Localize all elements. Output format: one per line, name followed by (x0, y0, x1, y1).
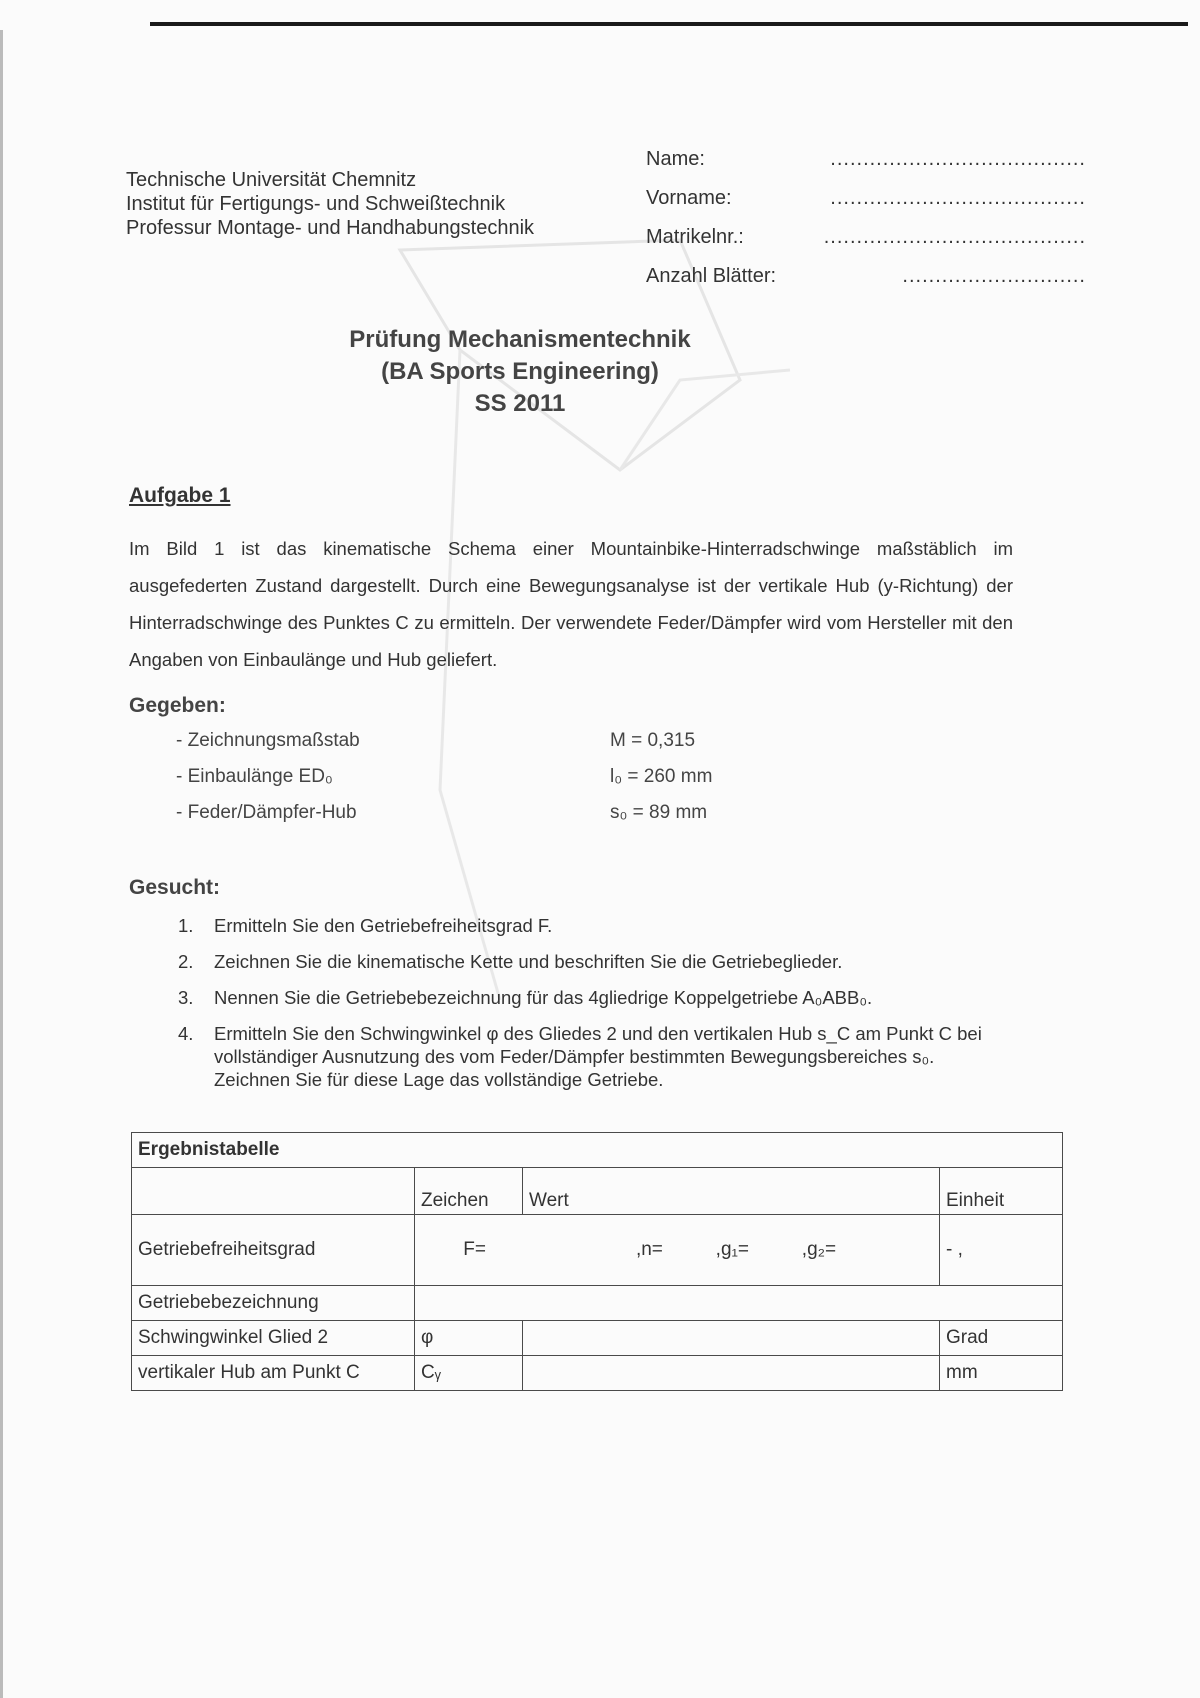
result-table (131, 1132, 1063, 1391)
list-item (176, 986, 996, 1009)
field-dots: ............................ (902, 265, 1086, 287)
list-text: Ermitteln Sie den Getriebefreiheitsgrad F. (214, 915, 553, 936)
institution-line: Professur Montage- und Handhabungstechnik (126, 217, 535, 239)
list-number: 1. (178, 915, 194, 936)
table-row (132, 1356, 1063, 1391)
title-line: SS 2011 (474, 390, 566, 417)
student-fields (646, 148, 1086, 304)
name-field[interactable] (646, 148, 1086, 187)
cell-zeichen: Cᵧ (415, 1356, 523, 1391)
cell-einheit: Grad (940, 1321, 1063, 1356)
field-label: Matrikelnr.: (646, 226, 744, 248)
list-number: 3. (178, 987, 194, 1008)
table-row (132, 1286, 1063, 1321)
institution-block (126, 168, 534, 240)
field-label: Vorname: (646, 187, 732, 209)
anzahl-blaetter-field[interactable] (646, 265, 1086, 304)
list-item (176, 1022, 996, 1091)
given-label: - Zeichnungsmaßstab (176, 730, 360, 751)
header-wert: Wert (523, 1168, 940, 1215)
institution-line: Technische Universität Chemnitz (126, 169, 417, 191)
task-heading: Aufgabe 1 (129, 484, 231, 507)
title-line: (BA Sports Engineering) (381, 358, 659, 385)
matrikelnr-field[interactable] (646, 226, 1086, 265)
row-label: Schwingwinkel Glied 2 (132, 1321, 415, 1356)
table-header-row (132, 1168, 1063, 1215)
given-item (176, 766, 736, 802)
field-dots: ........................................ (823, 226, 1086, 248)
given-item (176, 730, 736, 766)
given-value: M = 0,315 (610, 730, 696, 751)
field-label: Name: (646, 148, 705, 170)
exam-title (0, 324, 1040, 420)
list-text: Nennen Sie die Getriebebezeichnung für das 4gliedrige Koppelgetriebe A₀ABB₀. (214, 987, 873, 1008)
list-number: 2. (178, 951, 194, 972)
header-zeichen: Zeichen (415, 1168, 523, 1215)
scan-edge-top (150, 22, 1188, 26)
empty-header-cell (132, 1168, 415, 1215)
title-line: Prüfung Mechanismentechnik (349, 326, 691, 353)
list-number: 4. (178, 1023, 194, 1044)
given-label: - Feder/Dämpfer-Hub (176, 802, 357, 823)
cell-zeichen: F= (463, 1239, 486, 1260)
list-text: Zeichnen Sie die kinematische Kette und beschriften Sie die Getriebeglieder. (214, 951, 843, 972)
cell-wert[interactable] (523, 1356, 940, 1391)
cell-einheit: mm (940, 1356, 1063, 1391)
given-value: l₀ = 260 mm (610, 766, 713, 787)
field-dots: ....................................... (830, 148, 1086, 170)
cell-wert: ,n= ,g₁= ,g₂= (635, 1239, 837, 1260)
given-label: - Einbaulänge ED₀ (176, 766, 333, 787)
list-item (176, 950, 996, 973)
scan-edge-left (0, 30, 3, 1698)
row-freiheitsgrad-value[interactable] (415, 1215, 940, 1286)
given-item (176, 802, 736, 838)
sought-heading: Gesucht: (129, 876, 221, 899)
table-title: Ergebnistabelle (132, 1133, 1063, 1168)
cell-wert[interactable] (523, 1321, 940, 1356)
list-text: Ermitteln Sie den Schwingwinkel φ des Gliedes 2 und den vertikalen Hub s_C am Punkt C bei vollständiger Ausnutzung des vom Feder/Dämpfer bestimmten Bewegungsbereiches s₀. Zeichnen Sie für diese Lage das vollständige Getriebe. (214, 1023, 982, 1090)
table-row (132, 1321, 1063, 1356)
cell-einheit[interactable]: - , (940, 1215, 1063, 1286)
field-dots: ....................................... (830, 187, 1086, 209)
row-label: Getriebebezeichnung (132, 1286, 415, 1321)
table-title-row (132, 1133, 1063, 1168)
sought-list (176, 914, 996, 1104)
given-value: s₀ = 89 mm (610, 802, 708, 823)
cell-getriebebezeichnung[interactable] (415, 1286, 1063, 1321)
cell-zeichen: φ (415, 1321, 523, 1356)
table-row (132, 1215, 1063, 1286)
header-einheit: Einheit (940, 1168, 1063, 1215)
list-item (176, 914, 996, 937)
given-list (176, 730, 736, 838)
row-label: Getriebefreiheitsgrad (132, 1215, 415, 1286)
institution-line: Institut für Fertigungs- und Schweißtechnik (126, 193, 506, 215)
task-paragraph: Im Bild 1 ist das kinematische Schema einer Mountainbike-Hinterradschwinge maßstäblich im ausgefederten Zustand dargestellt. Durch eine Bewegungsanalyse ist der vertikale Hub (y-Richtung) der Hinterradschwinge des Punktes C zu ermitteln. Der verwendete Feder/Dämpfer wird vom Hersteller mit den Angaben von Einbaulänge und Hub geliefert. (129, 538, 1013, 670)
given-heading: Gegeben: (129, 694, 226, 717)
row-label: vertikaler Hub am Punkt C (132, 1356, 415, 1391)
field-label: Anzahl Blätter: (646, 265, 777, 287)
vorname-field[interactable] (646, 187, 1086, 226)
